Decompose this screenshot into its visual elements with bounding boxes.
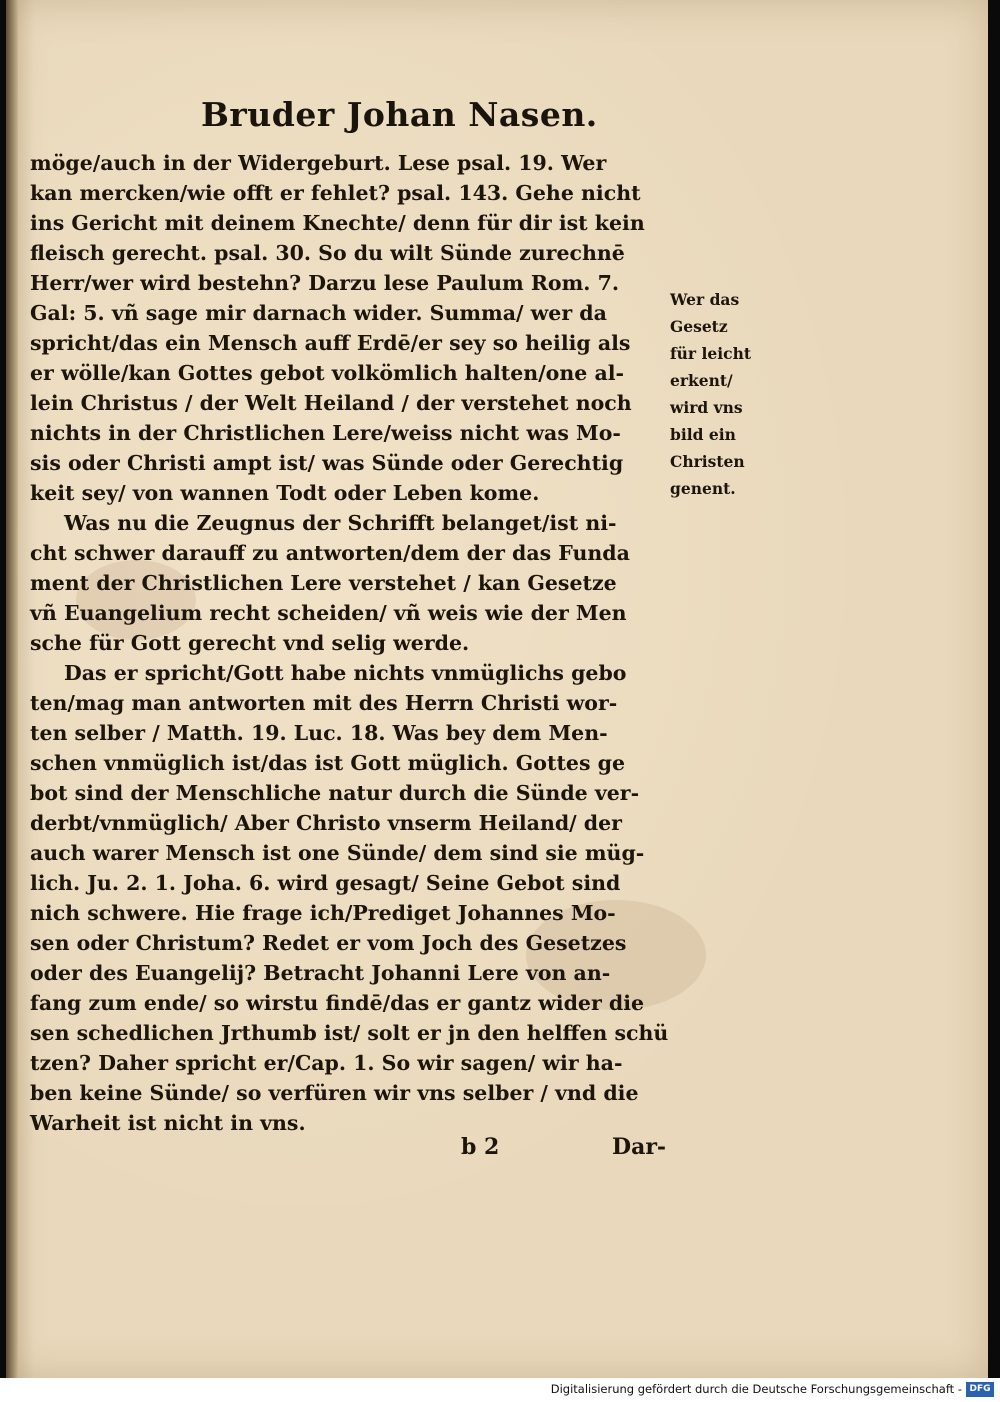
signature-mark: b 2: [461, 1134, 500, 1160]
text-line: fang zum ende/ so wirstu findē/das er gantz wider die: [30, 991, 645, 1015]
text-line: ten selber / Matth. 19. Luc. 18. Was bey dem Men-: [30, 721, 608, 745]
text-line: spricht/das ein Mensch auff Erdē/er sey so heilig als: [30, 331, 631, 355]
funding-credit: Digitalisierung gefördert durch die Deutsche Forschungsgemeinschaft -: [550, 1382, 962, 1396]
margin-note-line: Christen: [670, 452, 745, 471]
paragraph-first-line: Das er spricht/Gott habe nichts vnmüglichs gebo: [64, 661, 627, 685]
text-line: ben keine Sünde/ so verfüren wir vns selber / vnd die: [30, 1081, 639, 1105]
dfg-logo: DFG: [966, 1382, 994, 1397]
text-line: sen oder Christum? Redet er vom Joch des Gesetzes: [30, 931, 627, 955]
footer-bar: [0, 1378, 1000, 1402]
text-line: möge/auch in der Widergeburt. Lese psal. 19. Wer: [30, 151, 607, 175]
text-line: oder des Euangelij? Betracht Johanni Lere von an-: [30, 961, 611, 985]
text-line: sche für Gott gerecht vnd selig werde.: [30, 631, 470, 655]
margin-note-line: Wer das: [670, 290, 740, 309]
margin-note-line: bild ein: [670, 425, 736, 444]
margin-note-line: genent.: [670, 479, 736, 498]
paragraph-first-line: Was nu die Zeugnus der Schrifft belanget/ist ni-: [64, 511, 617, 535]
running-head: Bruder Johan Nasen.: [201, 95, 598, 134]
text-line: kan mercken/wie offt er fehlet? psal. 143. Gehe nicht: [30, 181, 641, 205]
text-line: Herr/wer wird bestehn? Darzu lese Paulum Rom. 7.: [30, 271, 619, 295]
text-line: vñ Euangelium recht scheiden/ vñ weis wie der Men: [30, 601, 627, 625]
text-line: fleisch gerecht. psal. 30. So du wilt Sünde zurechnē: [30, 241, 625, 265]
text-line: keit sey/ von wannen Todt oder Leben kome.: [30, 481, 540, 505]
text-line: sen schedlichen Jrthumb ist/ solt er jn den helffen schü: [30, 1021, 669, 1045]
margin-note-line: für leicht: [670, 344, 752, 363]
text-line: schen vnmüglich ist/das ist Gott müglich. Gottes ge: [30, 751, 626, 775]
margin-note-line: wird vns: [670, 398, 743, 417]
text-line: tzen? Daher spricht er/Cap. 1. So wir sagen/ wir ha-: [30, 1051, 623, 1075]
page-gutter-edge: [6, 0, 18, 1378]
text-line: nich schwere. Hie frage ich/Prediget Johannes Mo-: [30, 901, 616, 925]
catchword: Dar-: [612, 1134, 667, 1160]
text-line: ins Gericht mit deinem Knechte/ denn für dir ist kein: [30, 211, 645, 235]
margin-note-line: Gesetz: [670, 317, 728, 336]
text-line: lein Christus / der Welt Heiland / der verstehet noch: [30, 391, 632, 415]
text-line: derbt/vnmüglich/ Aber Christo vnserm Heiland/ der: [30, 811, 622, 835]
text-line: bot sind der Menschliche natur durch die Sünde ver-: [30, 781, 640, 805]
text-line: sis oder Christi ampt ist/ was Sünde oder Gerechtig: [30, 451, 624, 475]
text-line: Warheit ist nicht in vns.: [30, 1111, 306, 1135]
body-text: [30, 148, 670, 1138]
text-line: nichts in der Christlichen Lere/weiss nicht was Mo-: [30, 421, 621, 445]
text-line: lich. Ju. 2. 1. Joha. 6. wird gesagt/ Seine Gebot sind: [30, 871, 621, 895]
margin-note: [670, 286, 782, 502]
text-line: er wölle/kan Gottes gebot volkömlich halten/one al-: [30, 361, 625, 385]
text-line: cht schwer darauff zu antworten/dem der das Funda: [30, 541, 630, 565]
book-page: [6, 0, 988, 1378]
text-line: ment der Christlichen Lere verstehet / kan Gesetze: [30, 571, 617, 595]
text-line: Gal: 5. vñ sage mir darnach wider. Summa/ wer da: [30, 301, 607, 325]
margin-note-line: erkent/: [670, 371, 733, 390]
text-line: auch warer Mensch ist one Sünde/ dem sind sie müg-: [30, 841, 645, 865]
text-line: ten/mag man antworten mit des Herrn Christi wor-: [30, 691, 618, 715]
